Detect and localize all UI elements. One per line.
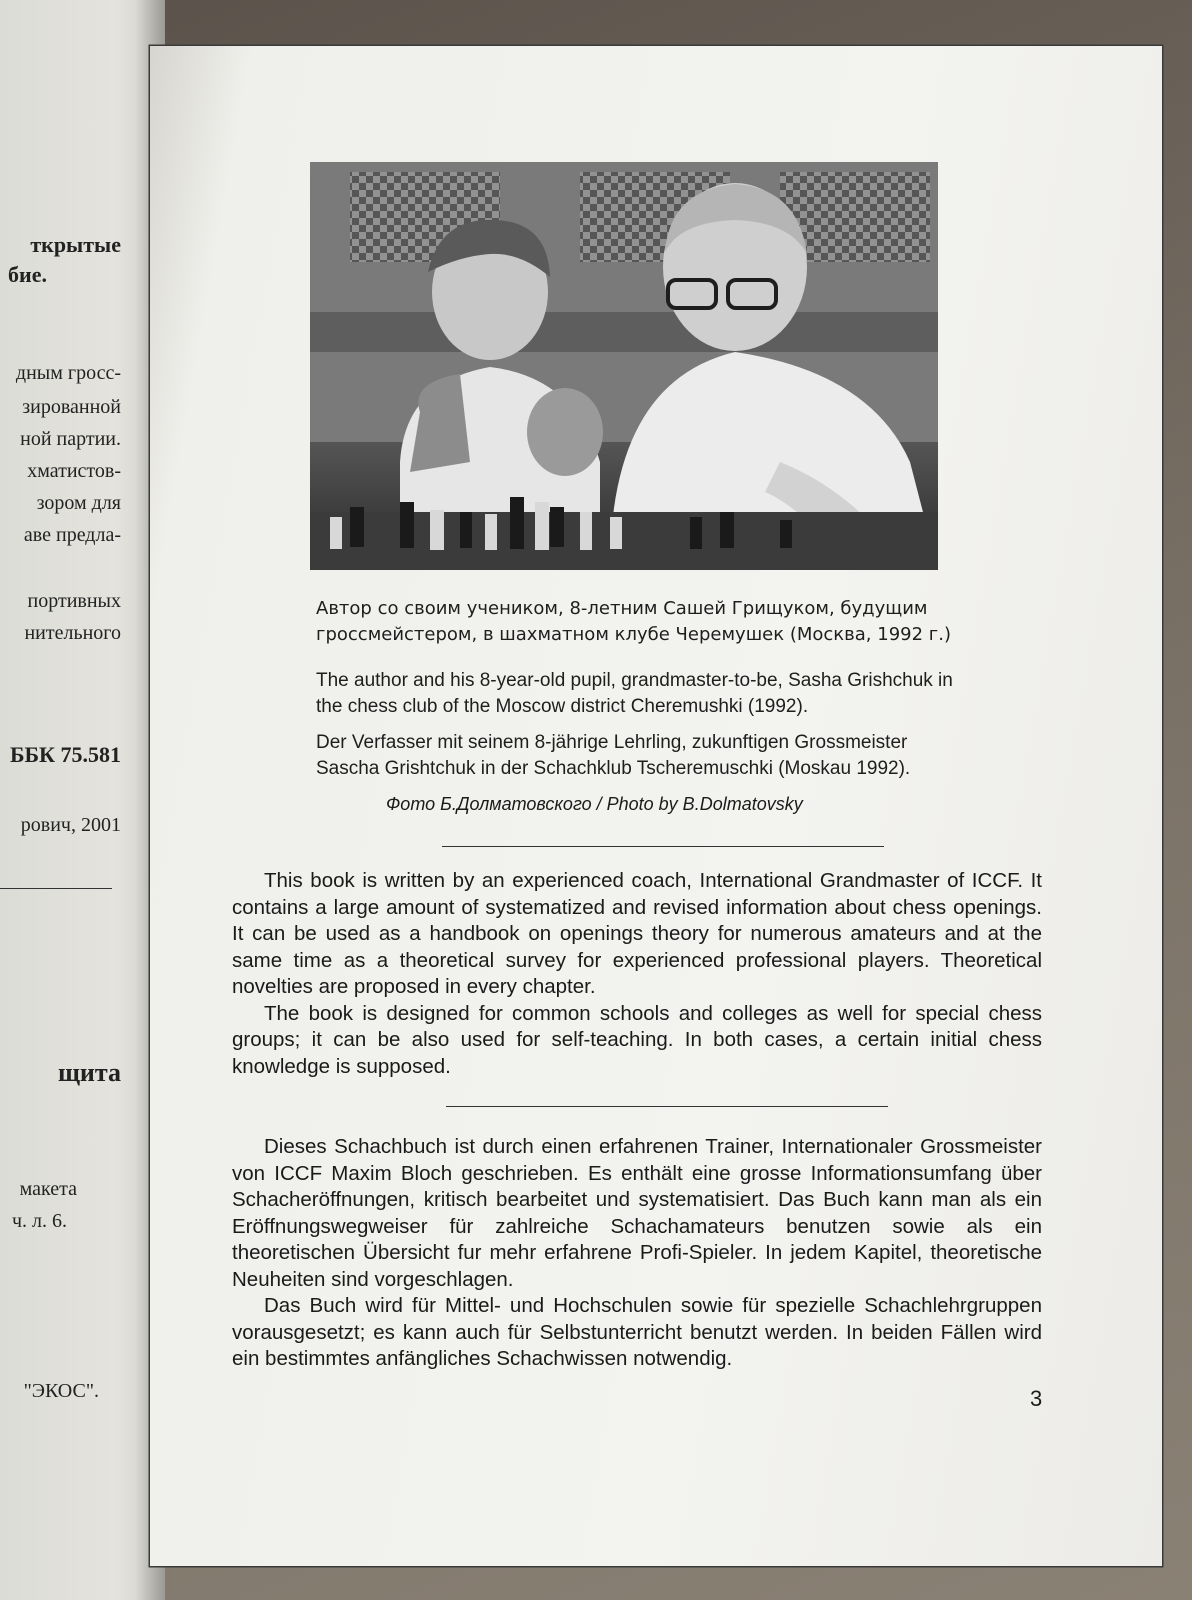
left-page-fragment: хматистов-	[27, 460, 121, 482]
caption-english: The author and his 8-year-old pupil, grandmaster-to-be, Sasha Grishchuk in the chess club of the Moscow district Cheremushki (1992).	[316, 670, 953, 717]
english-summary	[232, 868, 1042, 1080]
left-page-fragment: ч. л. 6.	[11, 1210, 67, 1232]
right-page	[150, 46, 1162, 1566]
left-page-fragment: портивных	[27, 590, 121, 612]
english-paragraph-1: This book is written by an experienced coach, International Grandmaster of ICCF. It contains a large amount of systematized and revised information about chess openings. It can be used as a handbook on openings theory for numerous amateurs and at the same time as a theoretical survey for experienced professional players. Theoretical novelties are proposed in every chapter.	[232, 869, 1042, 998]
left-page-fragment: аве предла-	[23, 524, 121, 546]
left-page-fragment: зированной	[22, 396, 121, 418]
photo-credit: Фото Б.Долматовского / Photo by B.Dolmatovsky	[386, 794, 803, 814]
left-page-fragment: ББК 75.581	[9, 742, 121, 767]
left-page-fragment: дным гросс-	[15, 362, 121, 384]
german-paragraph-1: Dieses Schachbuch ist durch einen erfahrenen Trainer, Internationaler Grossmeister von ICCF Maxim Bloch geschrieben. Es enthält eine grosse Informationsumfang über Schacheröffnungen, kritisch bearbeitet und systematisiert. Das Buch kann man als ein Eröffnungswegweiser für zahlreiche Schachamateurs benutzen sowie als ein theoretischen Übersicht fur mehr erfahrene Profi-Spieler. In jedem Kapitel, theoretische Neuheiten sind vorgeschlagen.	[232, 1135, 1042, 1291]
divider-rule	[446, 1106, 888, 1107]
left-page-fragment: зором для	[36, 492, 121, 514]
left-page-fragment: макета	[19, 1178, 77, 1200]
left-page-fragment: рович, 2001	[20, 814, 121, 836]
caption-russian: Автор со своим учеником, 8-летним Сашей Грищуком, будущим гроссмейстером, в шахматном клубе Черемушек (Москва, 1992 г.)	[316, 598, 951, 645]
left-page-fragment: ной партии.	[20, 428, 121, 450]
left-page-fragment: щита	[57, 1058, 121, 1087]
left-page-fragment: нительного	[24, 622, 121, 644]
left-page-fragment: "ЭКОС".	[23, 1380, 99, 1402]
left-page-rule	[0, 888, 112, 889]
photo-illustration	[310, 162, 938, 570]
german-paragraph-2: Das Buch wird für Mittel- und Hochschulen sowie für spezielle Schachlehrgruppen vorausgesetzt; es kann auch für Selbstunterricht benutzt werden. In beiden Fällen wird ein bestimmtes anfängliches Schachwissen notwendig.	[232, 1294, 1042, 1370]
caption-german: Der Verfasser mit seinem 8-jährige Lehrling, zukunftigen Grossmeister Sascha Grishtchuk in der Schachklub Tscheremuschki (Moskau 1992).	[316, 732, 911, 779]
photo-author-with-pupil	[310, 162, 938, 570]
left-page	[0, 0, 165, 1600]
left-page-fragment: бие.	[8, 262, 47, 287]
english-paragraph-2: The book is designed for common schools and colleges as well for special chess groups; it can be also used for self-teaching. In both cases, a certain initial chess knowledge is supposed.	[232, 1001, 1042, 1078]
left-page-fragment: ткрытые	[30, 232, 121, 257]
german-summary	[232, 1134, 1042, 1373]
page-number: 3	[1030, 1386, 1043, 1411]
divider-rule	[442, 846, 884, 847]
